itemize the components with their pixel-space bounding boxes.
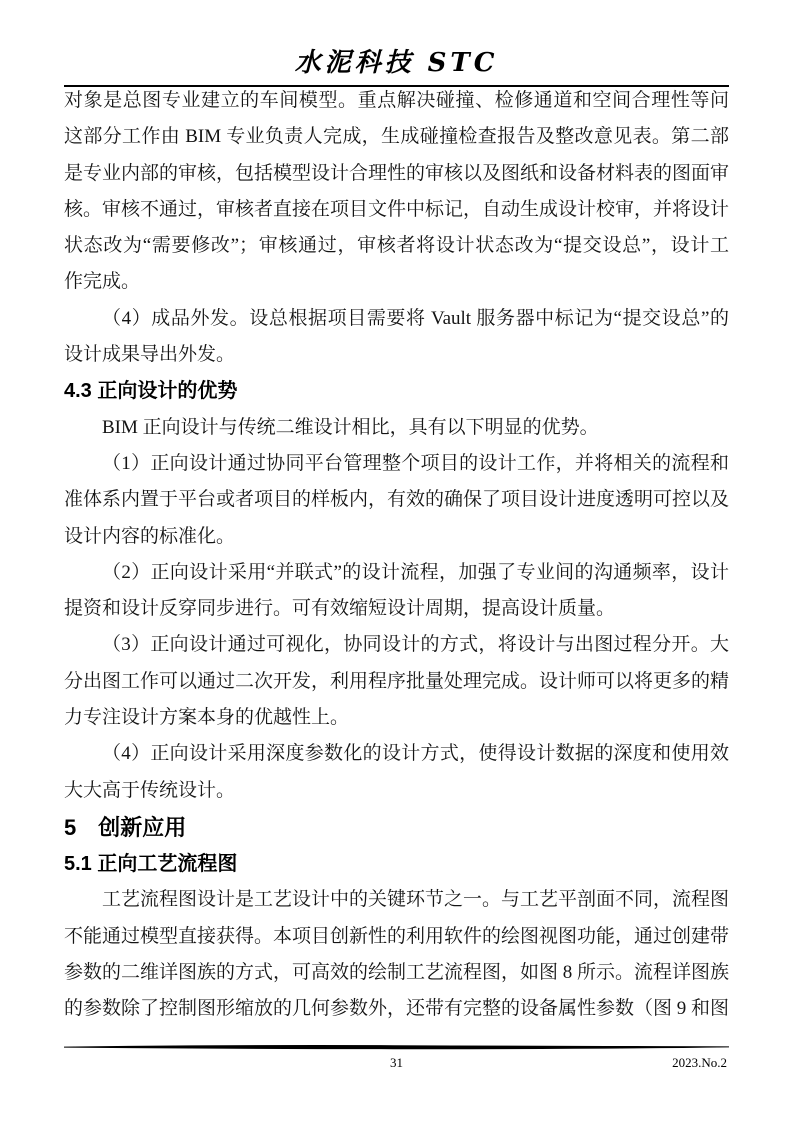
footer-issue-label: 2023.No.2 xyxy=(672,1055,727,1070)
body-line: 是专业内部的审核，包括模型设计合理性的审核以及图纸和设备材料表的图面审 xyxy=(64,162,729,184)
body-line: （4）成品外发。设总根据项目需要将 Vault 服务器中标记为“提交设总”的 xyxy=(102,307,729,329)
body-line: 参数的二维详图族的方式，可高效的绘制工艺流程图，如图 8 所示。流程详图族 xyxy=(64,961,729,983)
section-heading-4-3: 4.3 正向设计的优势 xyxy=(64,380,238,403)
journal-header-title: 水泥科技 STC xyxy=(294,48,499,78)
body-line: 不能通过模型直接获得。本项目创新性的利用软件的绘图视图功能，通过创建带 xyxy=(64,925,729,947)
body-line: 设计内容的标准化。 xyxy=(64,525,236,547)
body-line: （3）正向设计通过可视化，协同设计的方式，将设计与出图过程分开。大 xyxy=(102,634,729,656)
body-line: 作完成。 xyxy=(64,271,141,293)
body-line: 这部分工作由 BIM 专业负责人完成，生成碰撞检查报告及整改意见表。第二部 xyxy=(64,126,729,148)
body-line: 力专注设计方案本身的优越性上。 xyxy=(64,707,350,729)
body-line: 提资和设计反穿同步进行。可有效缩短设计周期，提高设计质量。 xyxy=(64,598,616,620)
body-line: BIM 正向设计与传统二维设计相比，具有以下明显的优势。 xyxy=(102,416,599,438)
body-line: 分出图工作可以通过二次开发，利用程序批量处理完成。设计师可以将更多的精 xyxy=(64,670,729,692)
body-line: 大大高于传统设计。 xyxy=(64,779,236,801)
body-line: 设计成果导出外发。 xyxy=(64,344,236,366)
chapter-heading-5: 5 创新应用 xyxy=(64,814,187,840)
body-line: 核。审核不通过，审核者直接在项目文件中标记，自动生成设计校审，并将设计 xyxy=(64,198,729,220)
body-line: （2）正向设计采用“并联式”的设计流程，加强了专业间的沟通频率，设计 xyxy=(102,561,729,583)
body-line: 对象是总图专业建立的车间模型。重点解决碰撞、检修通道和空间合理性等问 xyxy=(64,90,729,111)
page-body xyxy=(64,83,729,1027)
body-line: 准体系内置于平台或者项目的样板内，有效的确保了项目设计进度透明可控以及 xyxy=(64,489,729,511)
body-line: （1）正向设计通过协同平台管理整个项目的设计工作，并将相关的流程和 xyxy=(102,452,729,474)
section-heading-5-1: 5.1 正向工艺流程图 xyxy=(64,852,238,875)
body-line: 的参数除了控制图形缩放的几何参数外，还带有完整的设备属性参数（图 9 和图 xyxy=(64,998,729,1020)
body-line: （4）正向设计采用深度参数化的设计方式，使得设计数据的深度和使用效 xyxy=(102,743,729,765)
footer-rule xyxy=(64,1043,729,1051)
body-line: 工艺流程图设计是工艺设计中的关键环节之一。与工艺平剖面不同，流程图 xyxy=(102,889,729,911)
body-line: 状态改为“需要修改”；审核通过，审核者将设计状态改为“提交设总”，设计工 xyxy=(64,235,729,257)
footer-page-number: 31 xyxy=(390,1055,403,1070)
